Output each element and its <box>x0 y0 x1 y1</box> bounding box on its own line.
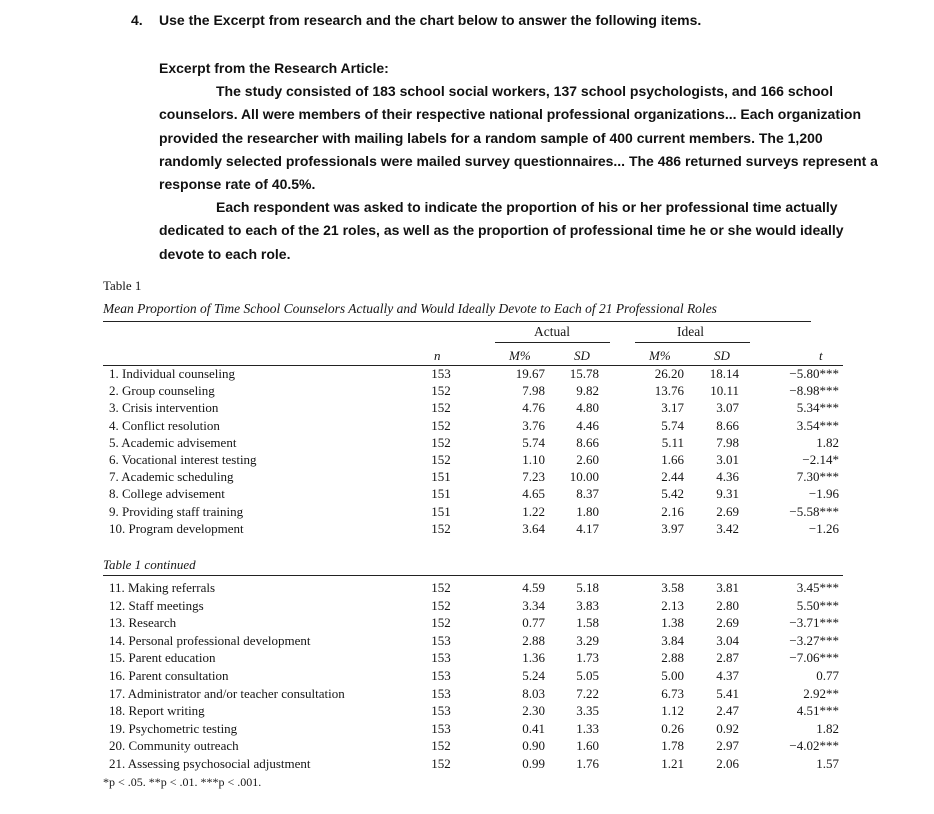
table-row <box>103 383 843 400</box>
ideal-sd-cell: 3.42 <box>716 520 739 536</box>
header-t: t <box>819 348 823 363</box>
group-header-actual: Actual <box>534 324 570 339</box>
excerpt <box>159 57 879 266</box>
actual-mean-cell: 1.36 <box>522 650 545 666</box>
t-value-cell: 0.77 <box>816 668 839 683</box>
actual-mean-cell: 19.67 <box>515 366 545 381</box>
table-row <box>103 469 843 486</box>
role-cell: 2. Group counseling <box>109 383 215 399</box>
question-heading <box>131 12 701 28</box>
actual-sd-cell: 3.35 <box>576 703 599 719</box>
role-cell: 5. Academic advisement <box>109 434 237 450</box>
n-cell: 152 <box>431 597 451 613</box>
table-row <box>103 721 843 738</box>
ideal-mean-cell: 3.58 <box>661 580 684 595</box>
table-row <box>103 580 843 597</box>
actual-mean-cell: 2.88 <box>522 632 545 648</box>
n-cell: 151 <box>431 469 451 485</box>
table-row <box>103 650 843 667</box>
t-value-cell: −8.98*** <box>789 383 839 399</box>
role-cell: 13. Research <box>109 615 177 631</box>
n-cell: 152 <box>431 417 451 433</box>
n-cell: 153 <box>431 668 451 683</box>
n-cell: 153 <box>431 366 451 381</box>
role-cell: 15. Parent education <box>109 650 216 666</box>
role-cell: 7. Academic scheduling <box>109 469 234 485</box>
ideal-group-rule <box>635 342 750 343</box>
ideal-mean-cell: 1.12 <box>661 703 684 719</box>
actual-sd-cell: 3.29 <box>576 632 599 648</box>
actual-mean-cell: 2.30 <box>522 703 545 719</box>
n-cell: 152 <box>431 434 451 450</box>
t-value-cell: 5.50*** <box>796 597 839 613</box>
ideal-sd-cell: 7.98 <box>716 434 739 450</box>
ideal-mean-cell: 3.17 <box>661 400 684 416</box>
actual-mean-cell: 0.77 <box>522 615 545 631</box>
actual-sd-cell: 4.17 <box>576 520 599 536</box>
ideal-mean-cell: 13.76 <box>654 383 684 399</box>
ideal-sd-cell: 2.97 <box>716 738 739 754</box>
header-ideal-sd: SD <box>714 348 730 363</box>
actual-mean-cell: 7.98 <box>522 383 545 399</box>
role-cell: 8. College advisement <box>109 486 225 502</box>
ideal-sd-cell: 4.36 <box>716 469 739 485</box>
n-cell: 153 <box>431 703 451 719</box>
actual-mean-cell: 3.76 <box>522 417 545 433</box>
ideal-sd-cell: 4.37 <box>716 668 739 683</box>
ideal-sd-cell: 2.06 <box>716 756 739 771</box>
n-cell: 152 <box>431 400 451 416</box>
t-value-cell: 3.54*** <box>796 417 839 433</box>
header-actual-sd: SD <box>574 348 590 363</box>
actual-sd-cell: 5.05 <box>576 668 599 683</box>
actual-sd-cell: 1.76 <box>576 756 599 771</box>
ideal-sd-cell: 2.69 <box>716 615 739 631</box>
role-cell: 1. Individual counseling <box>109 366 236 381</box>
actual-sd-cell: 4.80 <box>576 400 599 416</box>
role-cell: 12. Staff meetings <box>109 597 204 613</box>
t-value-cell: 1.82 <box>816 434 839 450</box>
ideal-sd-cell: 2.69 <box>716 503 739 519</box>
role-cell: 19. Psychometric testing <box>109 720 238 736</box>
role-cell: 20. Community outreach <box>109 738 239 754</box>
ideal-sd-cell: 3.04 <box>716 632 739 648</box>
actual-mean-cell: 5.24 <box>522 668 545 683</box>
t-value-cell: −7.06*** <box>789 650 839 666</box>
continued-rule <box>103 575 843 576</box>
ideal-mean-cell: 5.42 <box>661 486 684 502</box>
n-cell: 153 <box>431 650 451 666</box>
header-actual-mean: M% <box>509 348 531 363</box>
t-value-cell: −5.80*** <box>789 366 839 381</box>
actual-sd-cell: 9.82 <box>576 383 599 399</box>
role-cell: 11. Making referrals <box>109 580 216 595</box>
role-cell: 3. Crisis intervention <box>109 400 219 416</box>
ideal-mean-cell: 0.26 <box>661 720 684 736</box>
ideal-mean-cell: 1.66 <box>661 452 684 467</box>
table-row <box>103 504 843 521</box>
actual-sd-cell: 7.22 <box>576 685 599 701</box>
actual-mean-cell: 1.22 <box>522 503 545 519</box>
n-cell: 152 <box>431 580 451 595</box>
t-value-cell: −4.02*** <box>789 738 839 754</box>
ideal-mean-cell: 2.44 <box>661 469 684 485</box>
n-cell: 151 <box>431 486 451 502</box>
actual-mean-cell: 4.76 <box>522 400 545 416</box>
actual-mean-cell: 7.23 <box>522 469 545 485</box>
table-footnote: *p < .05. **p < .01. ***p < .001. <box>103 775 262 789</box>
ideal-sd-cell: 2.87 <box>716 650 739 666</box>
ideal-sd-cell: 18.14 <box>709 366 739 381</box>
n-cell: 152 <box>431 452 451 467</box>
table-row <box>103 703 843 720</box>
ideal-sd-cell: 10.11 <box>710 383 739 399</box>
table-row <box>103 756 843 773</box>
table-row <box>103 738 843 755</box>
actual-mean-cell: 8.03 <box>522 685 545 701</box>
actual-mean-cell: 0.99 <box>522 756 545 771</box>
role-cell: 4. Conflict resolution <box>109 417 220 433</box>
t-value-cell: 1.57 <box>816 756 839 771</box>
n-cell: 153 <box>431 720 451 736</box>
ideal-mean-cell: 1.38 <box>661 615 684 631</box>
t-value-cell: −5.58*** <box>789 503 839 519</box>
table-row <box>103 418 843 435</box>
ideal-sd-cell: 2.47 <box>716 703 739 719</box>
table-row <box>103 400 843 417</box>
t-value-cell: 7.30*** <box>796 469 839 485</box>
n-cell: 151 <box>431 503 451 519</box>
role-cell: 21. Assessing psychosocial adjustment <box>109 756 311 771</box>
actual-mean-cell: 4.59 <box>522 580 545 595</box>
table-label: Table 1 <box>103 278 142 293</box>
ideal-mean-cell: 2.88 <box>661 650 684 666</box>
n-cell: 152 <box>431 520 451 536</box>
table-title: Mean Proportion of Time School Counselors Actually and Would Ideally Devote to Each of 21 Professional Roles <box>103 301 717 316</box>
t-value-cell: 4.51*** <box>796 703 839 719</box>
n-cell: 152 <box>431 383 451 399</box>
role-cell: 14. Personal professional development <box>109 632 311 648</box>
question-text: Use the Excerpt from research and the chart below to answer the following items. <box>159 12 702 28</box>
table-row <box>103 366 843 383</box>
header-ideal-mean: M% <box>649 348 671 363</box>
n-cell: 152 <box>431 738 451 754</box>
excerpt-heading: Excerpt from the Research Article: <box>159 60 389 76</box>
actual-sd-cell: 1.60 <box>576 738 599 754</box>
table-row <box>103 633 843 650</box>
role-cell: 18. Report writing <box>109 703 205 719</box>
group-header-ideal: Ideal <box>677 324 704 339</box>
ideal-mean-cell: 6.73 <box>661 685 684 701</box>
role-cell: 16. Parent consultation <box>109 668 229 683</box>
role-cell: 6. Vocational interest testing <box>109 452 257 467</box>
excerpt-paragraph-2: Each respondent was asked to indicate the proportion of his or her professional time actually dedicated to each of the 21 roles, as well as the proportion of professional time he or she would ideally devote to each role. <box>159 199 844 262</box>
table-row <box>103 486 843 503</box>
t-value-cell: 5.34*** <box>796 400 839 416</box>
t-value-cell: −3.71*** <box>789 615 839 631</box>
actual-sd-cell: 15.78 <box>569 366 599 381</box>
table-row <box>103 521 843 538</box>
actual-sd-cell: 5.18 <box>576 580 599 595</box>
actual-sd-cell: 2.60 <box>576 452 599 467</box>
header-n: n <box>434 348 441 363</box>
table-top-rule <box>103 321 811 322</box>
ideal-sd-cell: 9.31 <box>716 486 739 502</box>
actual-mean-cell: 5.74 <box>522 434 545 450</box>
table-row <box>103 598 843 615</box>
actual-mean-cell: 3.64 <box>522 520 545 536</box>
t-value-cell: 1.82 <box>816 720 839 736</box>
role-cell: 10. Program development <box>109 520 244 536</box>
table-row <box>103 686 843 703</box>
t-value-cell: 3.45*** <box>796 580 839 595</box>
ideal-sd-cell: 3.81 <box>716 580 739 595</box>
table-row <box>103 615 843 632</box>
ideal-sd-cell: 2.80 <box>716 597 739 613</box>
role-cell: 9. Providing staff training <box>109 503 244 519</box>
actual-sd-cell: 10.00 <box>569 469 599 485</box>
n-cell: 152 <box>431 615 451 631</box>
ideal-mean-cell: 5.74 <box>661 417 684 433</box>
actual-sd-cell: 8.37 <box>576 486 599 502</box>
t-value-cell: −1.26 <box>808 520 839 536</box>
actual-mean-cell: 4.65 <box>522 486 545 502</box>
ideal-sd-cell: 8.66 <box>716 417 739 433</box>
t-value-cell: 2.92** <box>803 685 839 701</box>
actual-sd-cell: 3.83 <box>576 597 599 613</box>
ideal-sd-cell: 0.92 <box>716 720 739 736</box>
ideal-mean-cell: 3.97 <box>661 520 684 536</box>
n-cell: 152 <box>431 756 451 771</box>
t-value-cell: −3.27*** <box>789 632 839 648</box>
n-cell: 153 <box>431 632 451 648</box>
actual-sd-cell: 1.58 <box>576 615 599 631</box>
t-value-cell: −2.14* <box>802 452 839 467</box>
excerpt-paragraph-1: The study consisted of 183 school social workers, 137 school psychologists, and 166 school counselors. All were members of their respective national professional organizations... Each organization provided the researcher with mailing labels for a random sample of 400 current members. The 1,200 randomly selected professionals were mailed survey questionnaires... The 486 returned surveys represent a response rate of 40.5%. <box>159 83 878 193</box>
actual-sd-cell: 1.33 <box>576 720 599 736</box>
actual-sd-cell: 8.66 <box>576 434 599 450</box>
ideal-mean-cell: 2.13 <box>661 597 684 613</box>
n-cell: 153 <box>431 685 451 701</box>
table-row <box>103 452 843 469</box>
ideal-mean-cell: 1.78 <box>661 738 684 754</box>
actual-sd-cell: 4.46 <box>576 417 599 433</box>
ideal-mean-cell: 1.21 <box>661 756 684 771</box>
actual-sd-cell: 1.73 <box>576 650 599 666</box>
ideal-sd-cell: 5.41 <box>716 685 739 701</box>
question-number: 4. <box>131 12 143 28</box>
ideal-mean-cell: 2.16 <box>661 503 684 519</box>
table-continued-label: Table 1 continued <box>103 557 196 572</box>
ideal-mean-cell: 5.00 <box>661 668 684 683</box>
role-cell: 17. Administrator and/or teacher consultation <box>109 685 345 701</box>
actual-group-rule <box>495 342 610 343</box>
actual-mean-cell: 0.41 <box>522 720 545 736</box>
ideal-mean-cell: 26.20 <box>654 366 684 381</box>
actual-mean-cell: 3.34 <box>522 597 545 613</box>
ideal-mean-cell: 3.84 <box>661 632 684 648</box>
table-row <box>103 668 843 685</box>
actual-mean-cell: 0.90 <box>522 738 545 754</box>
table-row <box>103 435 843 452</box>
t-value-cell: −1.96 <box>808 486 839 502</box>
ideal-mean-cell: 5.11 <box>661 434 684 450</box>
ideal-sd-cell: 3.01 <box>716 452 739 467</box>
ideal-sd-cell: 3.07 <box>716 400 739 416</box>
actual-sd-cell: 1.80 <box>576 503 599 519</box>
actual-mean-cell: 1.10 <box>522 452 545 467</box>
